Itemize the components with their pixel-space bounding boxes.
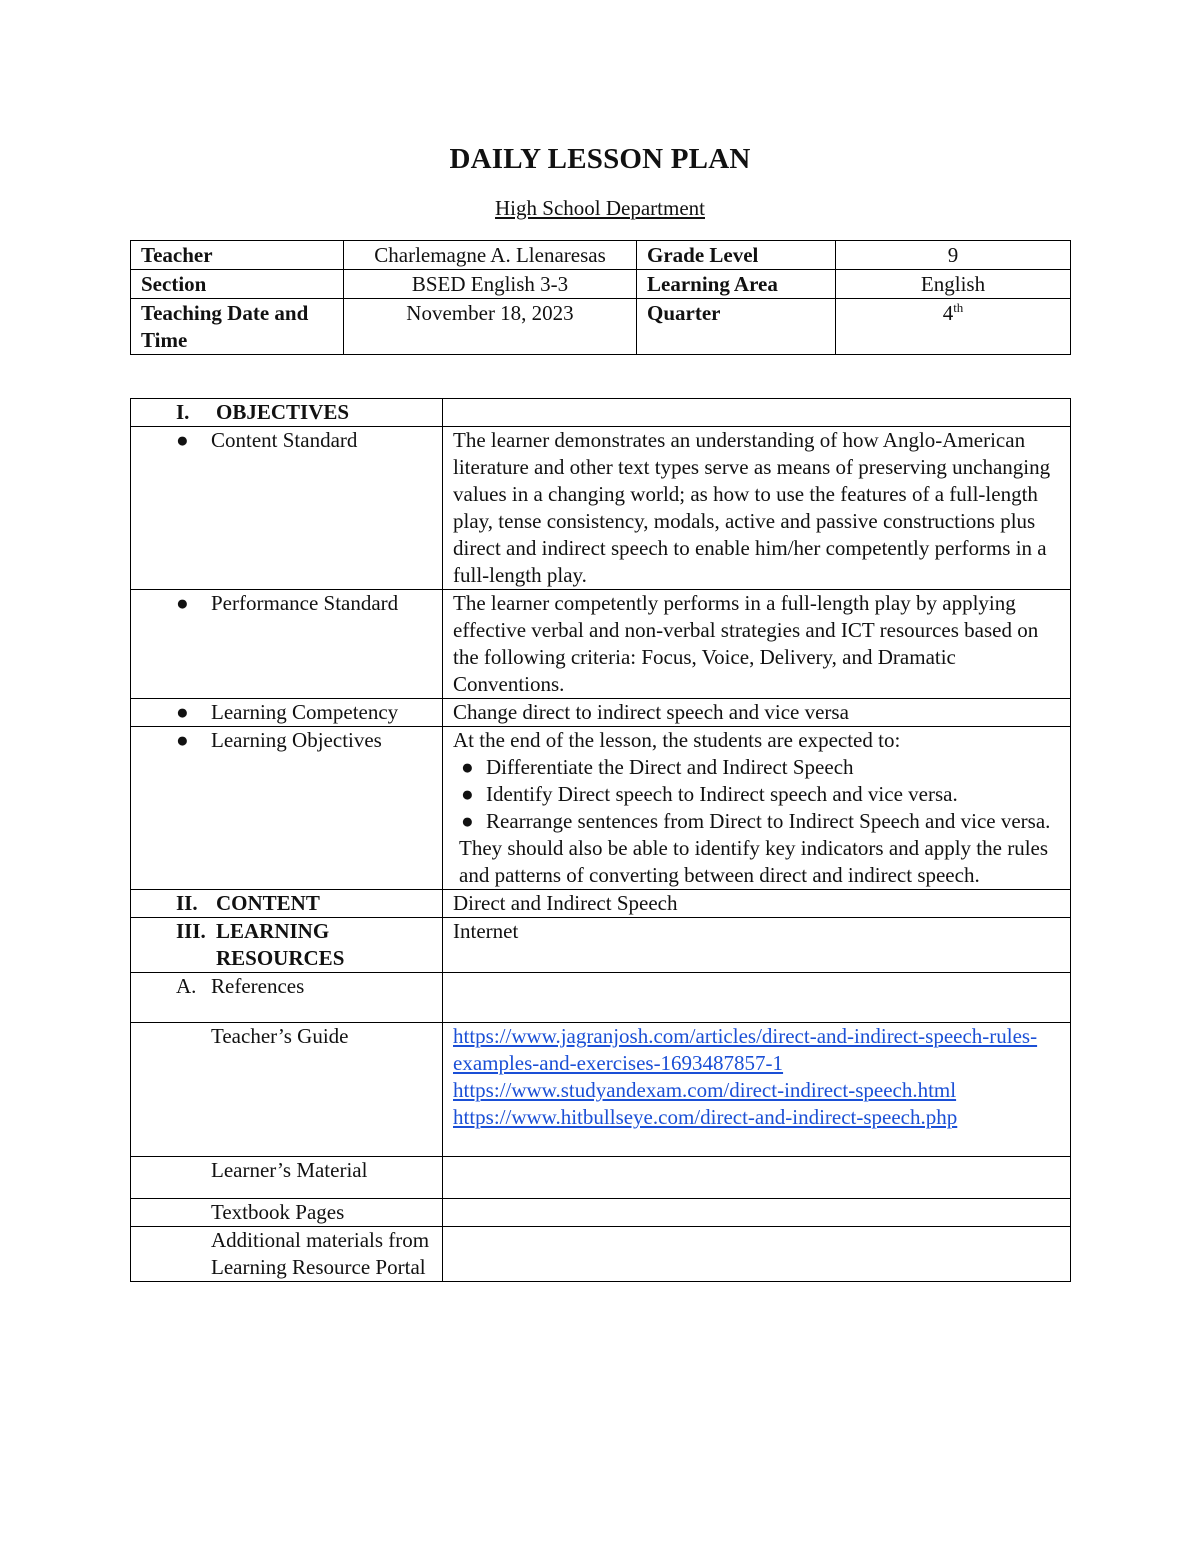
empty-cell (443, 1227, 1071, 1282)
section-label: LEARNING RESOURCES (216, 919, 345, 970)
list-item: ● Differentiate the Direct and Indirect Speech (453, 754, 1060, 781)
resources-text: Internet (443, 918, 1071, 973)
quarter-suffix: th (953, 300, 964, 315)
grade-label: Grade Level (637, 241, 836, 270)
reference-link[interactable]: https://www.hitbullseye.com/direct-and-indirect-speech.php (453, 1105, 958, 1129)
bullet-icon: ● (461, 782, 474, 806)
objectives-list (453, 754, 1060, 835)
bullet-icon: ● (461, 755, 474, 779)
empty-cell (443, 1157, 1071, 1199)
competency-label: Learning Competency (211, 700, 399, 724)
table-row (131, 699, 1071, 727)
table-row (131, 727, 1071, 890)
list-item: ● Rearrange sentences from Direct to Indirect Speech and vice versa. (453, 808, 1060, 835)
learning-objectives-label: Learning Objectives (211, 728, 382, 752)
teachers-guide-links (443, 1023, 1071, 1157)
content-standard-text: The learner demonstrates an understanding of how Anglo-American literature and other text types serve as means of preserving unchanging values in a changing world; as how to use the features of a full-length play, tense consistency, modals, active and passive constructions plus direct and indirect speech to enable him/her competently performs in a full-length play. (443, 427, 1071, 590)
table-row (131, 1023, 1071, 1157)
bullet-icon: ● (176, 700, 189, 724)
table-row (131, 299, 1071, 355)
reference-link[interactable]: https://www.jagranjosh.com/articles/direct-and-indirect-speech-rules-examples-and-exercises-1693487857-1 (453, 1024, 1038, 1075)
table-row (131, 590, 1071, 699)
textbook-label: Textbook Pages (211, 1200, 345, 1224)
table-row (131, 890, 1071, 918)
teachers-guide-label: Teacher’s Guide (211, 1024, 349, 1048)
table-row (131, 1157, 1071, 1199)
quarter-number: 4 (942, 301, 954, 325)
section-number: III. (176, 919, 206, 943)
table-row (131, 241, 1071, 270)
info-table (130, 240, 1071, 355)
reference-link[interactable]: https://www.studyandexam.com/direct-indirect-speech.html (453, 1078, 957, 1102)
bullet-icon: ● (176, 591, 189, 615)
learners-material-label: Learner’s Material (211, 1158, 368, 1182)
table-row (131, 427, 1071, 590)
quarter-value (836, 299, 1071, 355)
empty-cell (443, 973, 1071, 1023)
competency-text: Change direct to indirect speech and vice versa (443, 699, 1071, 727)
date-value: November 18, 2023 (344, 299, 637, 355)
table-row (131, 270, 1071, 299)
empty-cell (443, 399, 1071, 427)
references-label: References (211, 974, 305, 998)
table-row (131, 1199, 1071, 1227)
content-text: Direct and Indirect Speech (443, 890, 1071, 918)
content-standard-label: Content Standard (211, 428, 358, 452)
grade-value: 9 (836, 241, 1071, 270)
table-row (131, 1227, 1071, 1282)
section-number: I. (176, 400, 190, 424)
section-number: II. (176, 891, 198, 915)
page-title: DAILY LESSON PLAN (449, 143, 751, 175)
table-row (131, 918, 1071, 973)
section-label: OBJECTIVES (216, 400, 350, 424)
objectives-outro: They should also be able to identify key indicators and apply the rules and patterns of converting between direct and indirect speech. (459, 836, 1049, 887)
objectives-intro: At the end of the lesson, the students are expected to: (453, 728, 901, 752)
table-row (131, 399, 1071, 427)
section-value: BSED English 3-3 (344, 270, 637, 299)
teacher-label: Teacher (131, 241, 344, 270)
performance-standard-label: Performance Standard (211, 591, 399, 615)
list-item: ● Identify Direct speech to Indirect speech and vice versa. (453, 781, 1060, 808)
bullet-icon: ● (176, 428, 189, 452)
section-label: Section (131, 270, 344, 299)
area-value: English (836, 270, 1071, 299)
section-label: CONTENT (216, 891, 320, 915)
teacher-value: Charlemagne A. Llenaresas (344, 241, 637, 270)
objectives-heading (131, 399, 443, 427)
learning-objectives-cell (443, 727, 1071, 890)
bullet-icon: ● (461, 809, 474, 833)
section-letter: A. (176, 974, 197, 998)
lesson-plan-table (130, 398, 1071, 1282)
area-label: Learning Area (637, 270, 836, 299)
empty-cell (443, 1199, 1071, 1227)
date-label: Teaching Date and Time (131, 299, 344, 355)
additional-materials-label: Additional materials from Learning Resource Portal (211, 1228, 430, 1279)
table-row (131, 973, 1071, 1023)
quarter-label: Quarter (637, 299, 836, 355)
performance-standard-text: The learner competently performs in a full-length play by applying effective verbal and non-verbal strategies and ICT resources based on the following criteria: Focus, Voice, Delivery, and Dramatic Conventions. (443, 590, 1071, 699)
bullet-icon: ● (176, 728, 189, 752)
page-subtitle: High School Department (495, 196, 705, 220)
